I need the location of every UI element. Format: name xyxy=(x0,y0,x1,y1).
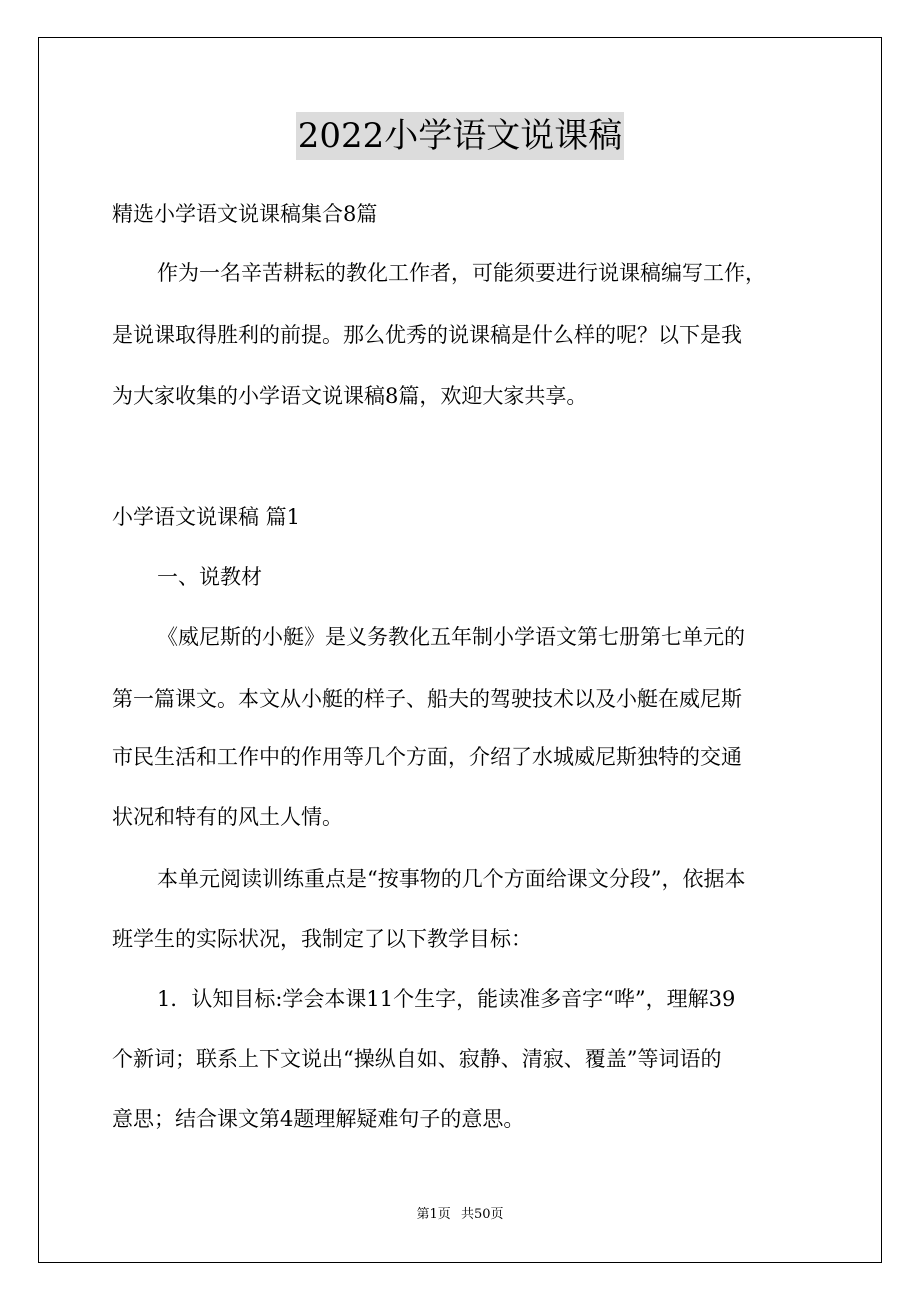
page-number: 第1页 xyxy=(416,1207,451,1222)
section-heading: 小学语文说课稿 篇1 xyxy=(112,505,301,529)
intro-line-2: 是说课取得胜利的前提。那么优秀的说课稿是什么样的呢？以下是我 xyxy=(112,323,742,347)
para1-line-1: 《威尼斯的小艇》是义务教化五年制小学语文第七册第七单元的 xyxy=(157,625,745,649)
para2-line-1: 本单元阅读训练重点是“按事物的几个方面给课文分段”，依据本 xyxy=(157,867,746,891)
para3-line-1: 1．认知目标:学会本课11个生字，能读准多音字“哗”，理解39 xyxy=(157,987,736,1011)
para3-line-2: 个新词；联系上下文说出“操纵自如、寂静、清寂、覆盖”等词语的 xyxy=(112,1047,722,1071)
intro-line-3: 为大家收集的小学语文说课稿8篇，欢迎大家共享。 xyxy=(112,384,588,408)
document-subtitle: 精选小学语文说课稿集合8篇 xyxy=(112,202,378,226)
document-title: 2022小学语文说课稿 xyxy=(296,112,625,160)
para2-line-2: 班学生的实际状况，我制定了以下教学目标： xyxy=(112,927,532,951)
intro-line-1: 作为一名辛苦耕耘的教化工作者，可能须要进行说课稿编写工作， xyxy=(157,261,766,285)
sub-heading: 一、说教材 xyxy=(157,565,262,589)
page-footer xyxy=(0,1206,920,1224)
page-total: 共50页 xyxy=(460,1207,504,1222)
para1-line-3: 市民生活和工作中的作用等几个方面，介绍了水城威尼斯独特的交通 xyxy=(112,745,742,769)
para3-line-3: 意思；结合课文第4题理解疑难句子的意思。 xyxy=(112,1107,525,1131)
para1-line-4: 状况和特有的风土人情。 xyxy=(112,805,343,829)
para1-line-2: 第一篇课文。本文从小艇的样子、船夫的驾驶技术以及小艇在威尼斯 xyxy=(112,687,742,711)
title-block xyxy=(0,112,920,160)
